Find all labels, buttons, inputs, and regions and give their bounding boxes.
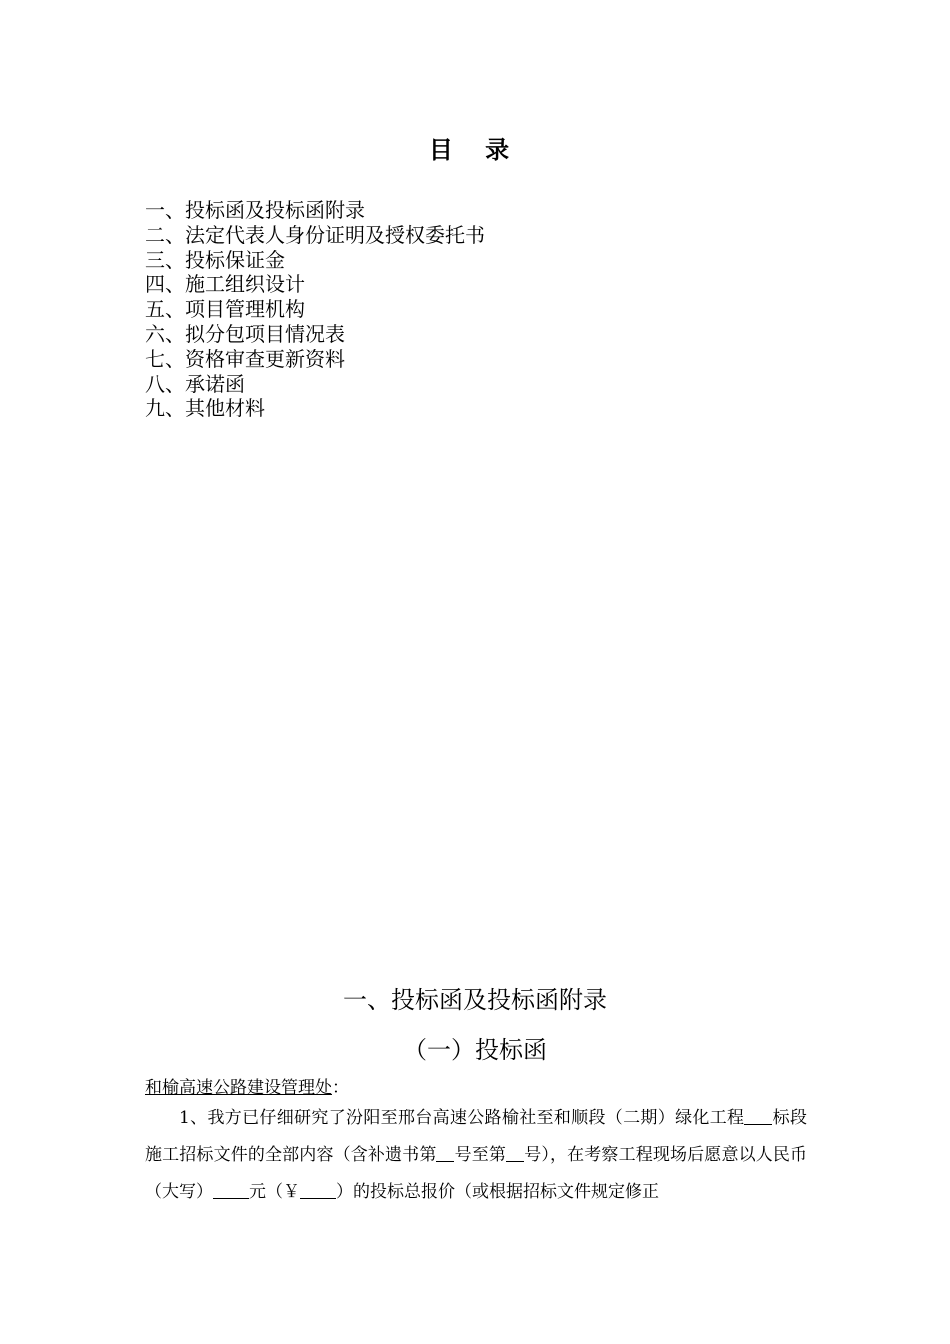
toc-item: 四、施工组织设计 <box>145 272 305 297</box>
blank-line <box>744 1107 772 1125</box>
blank-line <box>300 1181 336 1199</box>
toc-item: 六、拟分包项目情况表 <box>145 321 345 346</box>
paragraph-text: 1、我方已仔细研究了汾阳至邢台高速公路榆社至和顺段（二期）绿化工程 <box>179 1108 745 1128</box>
toc-item: 七、资格审查更新资料 <box>145 346 345 371</box>
bid-letter-paragraph <box>145 1100 807 1211</box>
paragraph-text: 元（￥ <box>249 1182 300 1202</box>
paragraph-text: 号），在考察工程现场后愿意以人民币（大写） <box>145 1145 808 1202</box>
blank-line <box>436 1144 454 1162</box>
paragraph-text: 标段施工招标文件的全部内容（含补遗书第 <box>145 1108 807 1165</box>
blank-line <box>506 1144 524 1162</box>
section-heading: 一、投标函及投标函附录 <box>343 986 607 1014</box>
toc-item: 一、投标函及投标函附录 <box>145 198 365 222</box>
paragraph-text: 号至第 <box>454 1145 507 1165</box>
addressee <box>145 1073 349 1098</box>
addressee-name: 和榆高速公路建设管理处 <box>145 1078 332 1098</box>
toc-item: 八、承诺函 <box>145 371 245 396</box>
blank-line <box>213 1181 249 1199</box>
toc-title: 目 录 <box>428 135 522 164</box>
section-subheading: （一）投标函 <box>403 1036 547 1064</box>
toc-list <box>145 198 485 421</box>
toc-item: 二、法定代表人身份证明及授权委托书 <box>145 222 485 247</box>
addressee-suffix: ： <box>332 1078 349 1098</box>
toc-item: 九、其他材料 <box>145 396 265 421</box>
toc-item: 五、项目管理机构 <box>145 297 305 322</box>
toc-item: 三、投标保证金 <box>145 247 285 272</box>
paragraph-text: ）的投标总报价（或根据招标文件规定修正 <box>336 1182 659 1202</box>
